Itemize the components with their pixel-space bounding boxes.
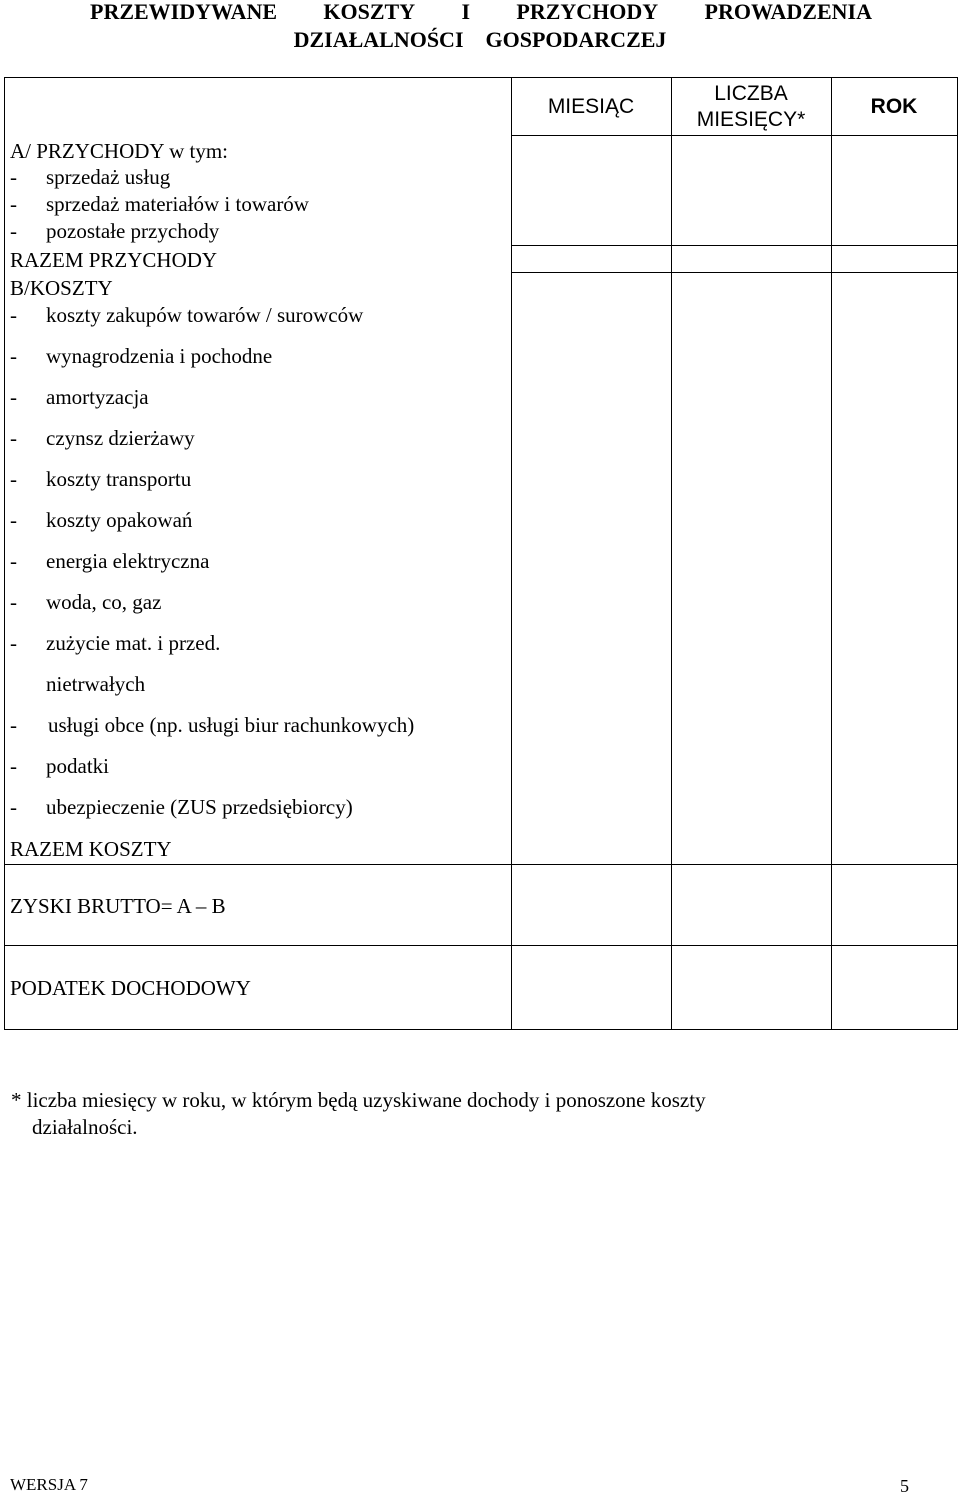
list-item: - koszty zakupów towarów / surowców: [10, 303, 364, 327]
title-word: I: [461, 0, 471, 24]
list-item: - zużycie mat. i przed.: [10, 631, 221, 655]
column-divider: [671, 77, 672, 1029]
column-header-count: [671, 81, 831, 133]
row-divider: [511, 272, 957, 273]
income-tax-label: PODATEK DOCHODOWY: [10, 976, 251, 1000]
list-item: - sprzedaż materiałów i towarów: [10, 192, 309, 216]
page-number: 5: [900, 1476, 909, 1496]
title-word: PRZYCHODY: [516, 0, 659, 24]
list-item: - usługi obce (np. usługi biur rachunkowych): [10, 713, 415, 737]
list-item: - energia elektryczna: [10, 549, 210, 573]
title-word: KOSZTY: [323, 0, 416, 24]
costs-total: RAZEM KOSZTY: [10, 837, 172, 861]
table-border-right: [957, 77, 958, 1029]
revenue-total: RAZEM PRZYCHODY: [10, 248, 218, 272]
column-divider: [511, 77, 512, 1029]
title-word: PRZEWIDYWANE: [90, 0, 278, 24]
list-item: - wynagrodzenia i pochodne: [10, 344, 273, 368]
list-item: - woda, co, gaz: [10, 590, 162, 614]
list-item: - koszty opakowań: [10, 508, 193, 532]
column-header-count-line2: MIESIĘCY*: [696, 108, 806, 131]
column-header-year: ROK: [870, 95, 918, 118]
list-item: - podatki: [10, 754, 109, 778]
version-label: WERSJA 7: [10, 1475, 88, 1494]
row-divider: [4, 864, 958, 865]
table-border-top: [4, 77, 958, 78]
gross-profit-label: ZYSKI BRUTTO= A – B: [10, 894, 226, 918]
row-divider: [511, 135, 957, 136]
list-item: - koszty transportu: [10, 467, 192, 491]
list-item: - sprzedaż usług: [10, 165, 171, 189]
title-word: PROWADZENIA: [704, 0, 872, 24]
list-item: nietrwałych: [46, 672, 146, 696]
column-divider: [831, 77, 832, 1029]
page-title: [60, 0, 900, 54]
list-item: - ubezpieczenie (ZUS przedsiębiorcy): [10, 795, 353, 819]
table-border-left: [4, 77, 5, 1029]
footnote-line-2: działalności.: [32, 1115, 138, 1139]
column-header-count-line1: LICZBA: [714, 82, 788, 105]
list-item: - pozostałe przychody: [10, 219, 220, 243]
title-line-2: DZIAŁALNOŚCI GOSPODARCZEJ: [293, 27, 667, 52]
table-border-bottom: [4, 1029, 958, 1030]
costs-header: B/KOSZTY: [10, 276, 113, 300]
list-item: - amortyzacja: [10, 385, 149, 409]
row-divider: [511, 245, 957, 246]
list-item: - czynsz dzierżawy: [10, 426, 195, 450]
footnote-line-1: * liczba miesięcy w roku, w którym będą uzyskiwane dochody i ponoszone koszty: [11, 1088, 706, 1112]
row-divider: [4, 945, 958, 946]
revenue-header: A/ PRZYCHODY w tym:: [10, 139, 228, 163]
column-header-month: MIESIĄC: [547, 95, 635, 118]
